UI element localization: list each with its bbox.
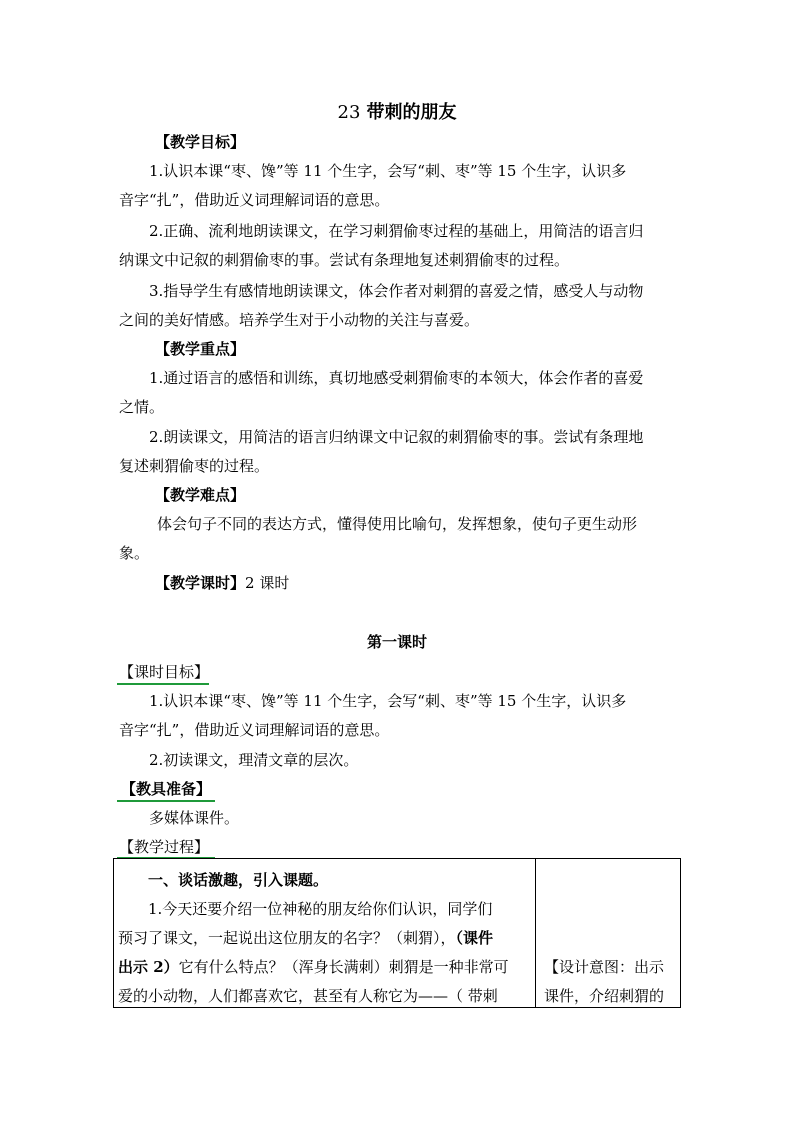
key-points-line: 1.通过语言的感悟和训练，真切地感受刺猬偷枣的本领大，体会作者的喜爱 [149, 369, 644, 387]
design-intent-line: 课件，介绍刺猬的 [544, 987, 665, 1005]
objectives-underline [117, 683, 209, 685]
courseware-ref: （课件 [455, 929, 494, 947]
lesson-title [0, 101, 794, 125]
lesson1-heading: 第一课时 [366, 633, 427, 651]
hours-value: 2 课时 [245, 574, 290, 592]
objectives-heading: 【课时目标】 [119, 663, 210, 681]
teaching-process-table [113, 858, 681, 1008]
key-points-line: 复述刺猬偷枣的过程。 [119, 457, 270, 475]
difficulties-heading: 【教学难点】 [155, 486, 246, 504]
step-title: 一、谈话激趣，引入课题。 [148, 871, 329, 889]
materials-underline [117, 800, 215, 802]
goals-line: 音字“扎”，借助近义词理解词语的意思。 [119, 191, 390, 209]
table-row [114, 859, 681, 1008]
design-intent-cell [536, 859, 681, 1008]
process-text: 预习了课文，一起说出这位朋友的名字？（刺猬）， [118, 929, 456, 947]
process-line [118, 956, 509, 978]
goals-line: 纳课文中记叙的刺猬偷枣的事。尝试有条理地复述刺猬偷枣的过程。 [119, 251, 570, 269]
objectives-line: 2.初读课文，理清文章的层次。 [149, 751, 359, 769]
goals-line: 1.认识本课“枣、馋”等 11 个生字，会写“刺、枣”等 15 个生字，认识多 [149, 162, 627, 180]
objectives-line: 音字“扎”，借助近义词理解词语的意思。 [119, 721, 390, 739]
design-intent-line: 【设计意图：出示 [544, 958, 665, 976]
process-heading: 【教学过程】 [119, 838, 210, 856]
process-line [118, 927, 493, 949]
difficulties-line: 体会句子不同的表达方式，懂得使用比喻句，发挥想象，使句子更生动形 [157, 515, 638, 533]
difficulties-line: 象。 [119, 544, 150, 562]
process-text: 它有什么特点？（浑身长满刺）刺猬是一种非常可 [178, 958, 509, 976]
process-line: 1.今天还要介绍一位神秘的朋友给你们认识，同学们 [148, 900, 493, 918]
goals-heading: 【教学目标】 [155, 133, 246, 151]
courseware-ref: 出示 2） [118, 958, 179, 976]
lesson-title-text: 带刺的朋友 [366, 102, 457, 123]
key-points-line: 2.朗读课文，用简洁的语言归纳课文中记叙的刺猬偷枣的事。尝试有条理地 [149, 428, 644, 446]
goals-line: 之间的美好情感。培养学生对于小动物的关注与喜爱。 [119, 311, 480, 329]
objectives-line: 1.认识本课“枣、馋”等 11 个生字，会写“刺、枣”等 15 个生字，认识多 [149, 692, 627, 710]
key-points-line: 之情。 [119, 398, 165, 416]
lesson-number: 23 [337, 102, 361, 123]
process-main-cell [114, 859, 536, 1008]
hours-row [155, 572, 289, 594]
goals-line: 3.指导学生有感情地朗读课文，体会作者对刺猬的喜爱之情，感受人与动物 [149, 282, 644, 300]
materials-heading: 【教具准备】 [121, 780, 212, 798]
goals-line: 2.正确、流利地朗读课文，在学习刺猬偷枣过程的基础上，用简洁的语言归 [149, 222, 644, 240]
hours-heading: 【教学课时】 [155, 574, 246, 592]
key-points-heading: 【教学重点】 [155, 340, 246, 358]
materials-value: 多媒体课件。 [149, 809, 240, 827]
process-line: 爱的小动物，人们都喜欢它，甚至有人称它为——（ 带刺 [118, 987, 498, 1005]
